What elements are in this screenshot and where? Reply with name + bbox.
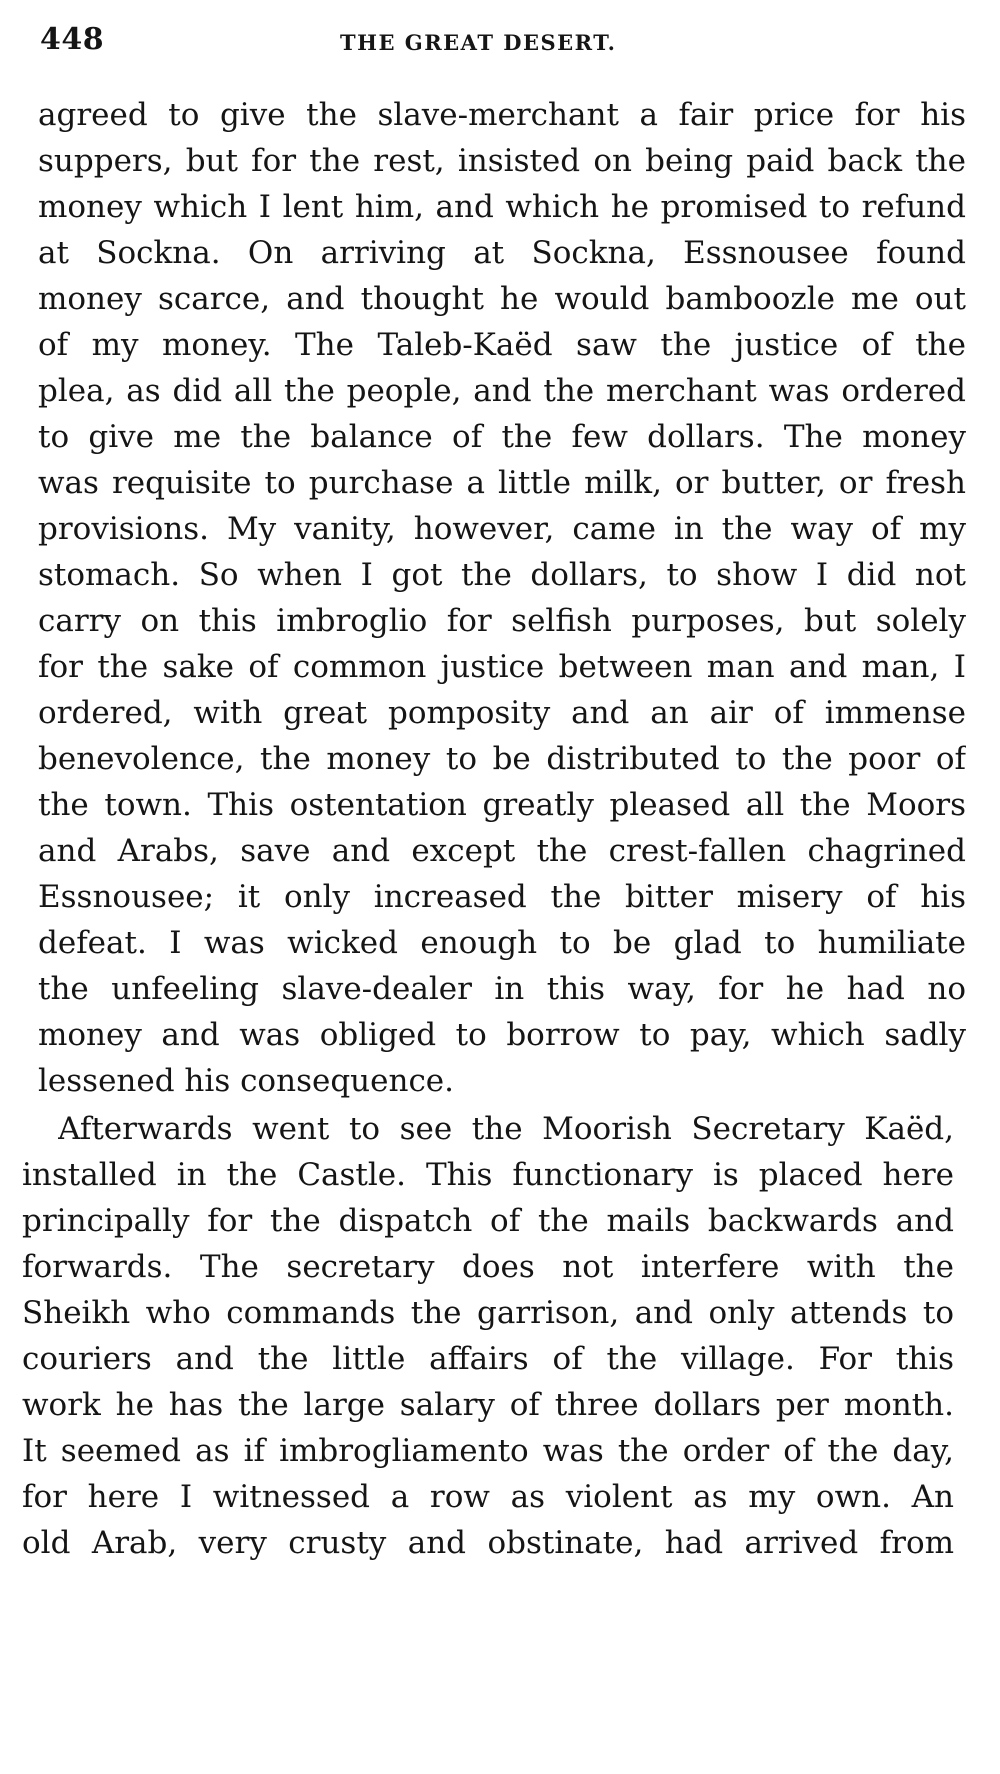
text-line: carry on this imbroglio for selfish purposes, but solely	[38, 603, 966, 639]
text-line: couriers and the little affairs of the village. For this	[22, 1341, 954, 1377]
text-line: suppers, but for the rest, insisted on being paid back the	[38, 143, 966, 179]
text-line: Sheikh who commands the garrison, and only attends to	[22, 1295, 954, 1331]
text-line: It seemed as if imbrogliamento was the order of the day,	[22, 1433, 954, 1469]
text-line: and Arabs, save and except the crest-fallen chagrined	[38, 833, 966, 869]
text-line: installed in the Castle. This functionary is placed here	[22, 1157, 954, 1193]
text-line: money which I lent him, and which he promised to refund	[38, 189, 966, 225]
text-line: to give me the balance of the few dollars. The money	[38, 419, 966, 455]
text-line: principally for the dispatch of the mails backwards and	[22, 1203, 954, 1239]
text-line: the unfeeling slave-dealer in this way, for he had no	[38, 971, 966, 1007]
text-line: Afterwards went to see the Moorish Secretary Kaëd,	[58, 1111, 954, 1147]
page-header	[40, 22, 975, 62]
text-line: for here I witnessed a row as violent as my own. An	[22, 1479, 954, 1515]
page-number: 448	[40, 22, 105, 57]
paragraph-1	[0, 92, 1000, 1104]
text-line: money scarce, and thought he would bamboozle me out	[38, 281, 966, 317]
text-line: provisions. My vanity, however, came in the way of my	[38, 511, 966, 547]
text-line: Essnousee; it only increased the bitter misery of his	[38, 879, 966, 915]
text-line: work he has the large salary of three dollars per month.	[22, 1387, 954, 1423]
text-line: of my money. The Taleb-Kaëd saw the justice of the	[38, 327, 966, 363]
text-line: defeat. I was wicked enough to be glad to humiliate	[38, 925, 966, 961]
text-line: was requisite to purchase a little milk, or butter, or fresh	[38, 465, 966, 501]
text-line: benevolence, the money to be distributed to the poor of	[38, 741, 966, 777]
text-line: for the sake of common justice between man and man, I	[38, 649, 966, 685]
body-text	[0, 92, 1000, 1566]
paragraph-2	[0, 1106, 1000, 1566]
running-head: THE GREAT DESERT.	[340, 30, 617, 55]
text-line: ordered, with great pomposity and an air of immense	[38, 695, 966, 731]
text-line: old Arab, very crusty and obstinate, had arrived from	[22, 1525, 954, 1561]
text-line: at Sockna. On arriving at Sockna, Essnousee found	[38, 235, 966, 271]
text-line: plea, as did all the people, and the merchant was ordered	[38, 373, 966, 409]
text-line: stomach. So when I got the dollars, to show I did not	[38, 557, 966, 593]
text-line: agreed to give the slave-merchant a fair price for his	[38, 97, 966, 133]
text-line: the town. This ostentation greatly pleased all the Moors	[38, 787, 966, 823]
text-line: money and was obliged to borrow to pay, which sadly	[38, 1017, 966, 1053]
text-line: lessened his consequence.	[38, 1063, 455, 1099]
text-line: forwards. The secretary does not interfere with the	[22, 1249, 954, 1285]
